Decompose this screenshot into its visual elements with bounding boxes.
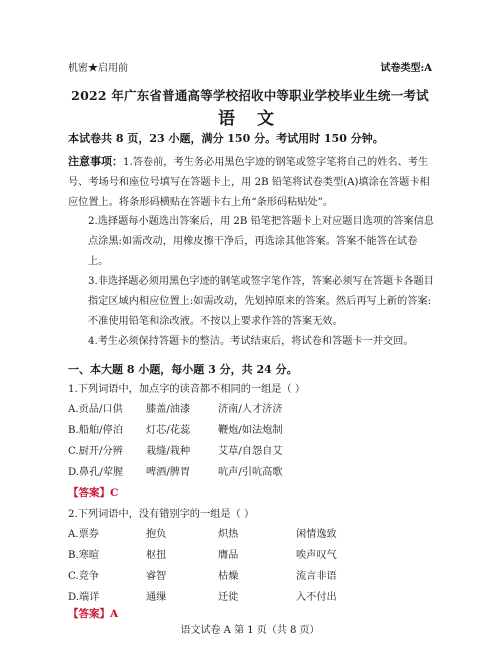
exam-intro: 本试卷共 8 页，23 小题，满分 150 分。考试用时 150 分钟。 bbox=[68, 132, 384, 145]
note-text-1: 1.答卷前，考生务必用黑色字迹的钢笔或签字笔将自己的姓名、考生号、考场号和座位号填写在答题卡上，用 2B 铅笔将试卷类型(A)填涂在答题卡相应位置上。将条形码横贴在答题卡右上角“条形码粘贴处”。 bbox=[68, 157, 430, 208]
subject-title: 语 文 bbox=[218, 109, 282, 129]
page-footer: 语文试卷 A 第 1 页（共 8 页） bbox=[180, 625, 320, 636]
question-2-option-d bbox=[68, 588, 434, 602]
page-header bbox=[68, 59, 432, 73]
note-text-2: 2.选择题每小题选出答案后，用 2B 铅笔把答题卡上对应题目选项的答案信息点涂黑:如需改动，用橡皮擦干净后，再选涂其他答案。答案不能答在试卷上。 bbox=[88, 216, 434, 267]
option-text: B.寒暄 bbox=[68, 550, 100, 561]
question-1-option-c bbox=[68, 442, 434, 456]
question-1-answer bbox=[68, 485, 118, 500]
answer-label: 【答案】 bbox=[68, 608, 110, 620]
notes-label: 注意事项： bbox=[68, 155, 123, 168]
option-text: B.船舶/停泊 bbox=[68, 425, 123, 436]
question-2-option-c bbox=[68, 567, 434, 581]
option-text: 唉声叹气 bbox=[296, 550, 337, 561]
option-text: 闲情逸致 bbox=[296, 529, 337, 540]
option-text: C.竞争 bbox=[68, 571, 100, 582]
option-text: 灯芯/花蕊 bbox=[146, 425, 191, 436]
option-text: D.端详 bbox=[68, 592, 100, 603]
option-text: 炽热 bbox=[218, 529, 239, 540]
paper-type: 试卷类型:A bbox=[380, 63, 432, 74]
option-text: A.贡品/口供 bbox=[68, 404, 123, 415]
option-text: 流言非语 bbox=[296, 571, 337, 582]
note-text-4: 4.考生必须保持答题卡的整洁。考试结束后，将试卷和答题卡一并交回。 bbox=[88, 336, 414, 347]
question-2-stem: 2.下列词语中，没有错别字的一组是（ ） bbox=[68, 509, 255, 520]
exam-title: 2022 年广东省普通高等学校招收中等职业学校毕业生统一考试 bbox=[71, 88, 429, 103]
option-text: 啤酒/脾胃 bbox=[146, 467, 191, 478]
note-1 bbox=[68, 152, 434, 213]
option-text: A.票券 bbox=[68, 529, 99, 540]
note-2 bbox=[68, 212, 434, 272]
question-1-option-b bbox=[68, 421, 434, 435]
option-text: 鞭炮/如法炮制 bbox=[218, 425, 283, 436]
option-text: 通缫 bbox=[146, 592, 167, 603]
option-text: 膝盖/油漆 bbox=[146, 404, 191, 415]
option-text: 吭声/引吭高歌 bbox=[218, 467, 283, 478]
option-text: 抱负 bbox=[146, 529, 167, 540]
note-4 bbox=[68, 332, 434, 352]
question-1-option-d bbox=[68, 463, 434, 477]
question-2-option-b bbox=[68, 546, 434, 560]
question-2-answer bbox=[68, 606, 118, 621]
option-text: 睿智 bbox=[146, 571, 167, 582]
question-1-option-a bbox=[68, 400, 434, 414]
option-text: 艾草/自怨自艾 bbox=[218, 446, 283, 457]
option-text: D.鼻孔/荤腥 bbox=[68, 467, 124, 478]
question-1-stem: 1.下列词语中，加点字的读音都不相同的一组是（ ） bbox=[68, 384, 306, 395]
note-3 bbox=[68, 272, 434, 332]
option-text: 枯燥 bbox=[218, 571, 239, 582]
question-2-option-a bbox=[68, 525, 434, 539]
option-text: 迁徙 bbox=[218, 592, 239, 603]
answer-label: 【答案】 bbox=[68, 487, 110, 499]
option-text: C.厨开/分辨 bbox=[68, 446, 123, 457]
option-text: 济南/人才济济 bbox=[218, 404, 283, 415]
option-text: 枢扭 bbox=[146, 550, 167, 561]
answer-value: A bbox=[110, 608, 119, 620]
option-text: 栽缝/栽种 bbox=[146, 446, 191, 457]
note-text-3: 3.非选择题必须用黑色字迹的钢笔或签字笔作答，答案必须写在答题卡各题目指定区域内相应位置上:如需改动，先划掉原来的答案。然后再写上新的答案:不准使用铅笔和涂改液。不按以上要求作答的答案无效。 bbox=[88, 276, 434, 327]
answer-value: C bbox=[110, 487, 119, 499]
option-text: 入不付出 bbox=[296, 592, 337, 603]
option-text: 膺品 bbox=[218, 550, 239, 561]
section-heading: 一、本大题 8 小题，每小题 3 分，共 24 分。 bbox=[68, 363, 298, 376]
confidential-mark: 机密★启用前 bbox=[68, 63, 128, 74]
